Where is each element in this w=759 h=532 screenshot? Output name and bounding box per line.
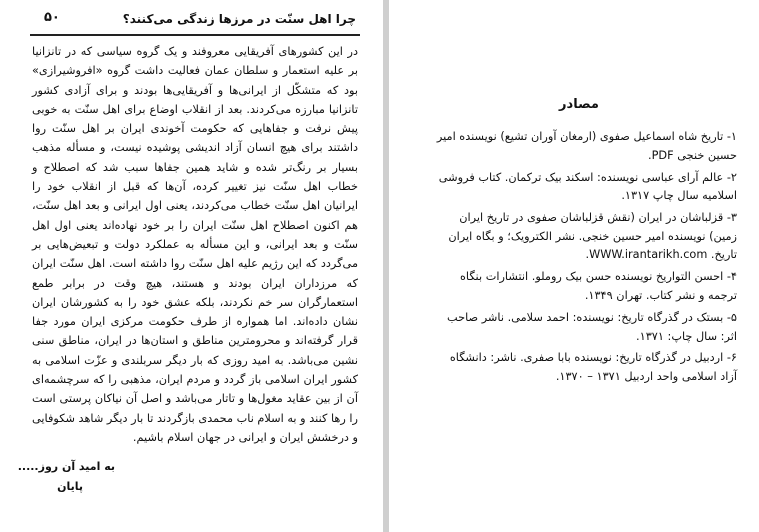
sources-list [433,128,737,390]
source-item: ۳- قزلباشان در ایران (نقش قزلباشان صفوی در تاریخ ایران زمین) نویسنده امیر حسین خنجی. نشر الکترویک؛ و بگاه ایران تاریخ. WWW.irantarikh.com. [448,211,737,262]
page-header [30,12,360,36]
sources-title: مصادر [559,97,599,112]
page-number: ۵۰ [44,10,60,25]
body-paragraph: در این کشورهای آفریقایی معروفند و یک گروه سیاسی که در تانزانیا بر علیه استعمار و سلطان عمان فعالیت داشت گروه «افروشیرازی» بود که متشکّل از ایرانی‌ها و آفریقایی‌ها بودند و برای آزادی کشور تانزانیا مبارزه می‌کردند. بعد از انقلاب اوضاع برای اهل سنّت به خوبی پیش نرفت و جفاهایی که حکومت آخوندی ایران بر اهل سنّت روا داشتند برای هیچ انسان آزاد اندیشی پوشیده نیست، و مسأله مذهب بسیار بر رنگ‌تر شده و شاید همین جفاها سبب شد که اصطلاح و خطاب اهل سنّت نیز تغییر کرده، آن‌ها که قبل از انقلاب خود را ایرانیان اهل سنّت خطاب می‌کردند، یعنی اول ایرانی و بعد اهل سنّت، هم اکنون اصطلاح اهل سنّت ایران را بر خود نهاده‌اند یعنی اول اهل سنّت و بعد ایرانی، و این مسأله به عملکرد دولت و تبعیض‌هایی بر می‌گردد که این رژیم علیه اهل سنّت روا داشته است. اهل سنّت ایران که مرزداران ایران بودند و هستند، هیچ وقت در برابر طمع استعمارگران سر خم نکردند، بلکه عشق خود را به کشورشان ایران نشان داده‌اند. اما همواره از طرف حکومت مرکزی ایران مورد جفا قرار گرفته‌اند و محرومترین مناطق و استان‌ها در ایران، مناطق سنی نشین می‌باشد. به امید روزی که بار دیگر سربلندی و عزّت اسلامی به کشور ایران اسلامی باز گردد و مردم ایران، مذهبی را که سرچشمه‌ای آن از بین عقاید مغول‌ها و تاتار می‌باشد و اصل آن نیاکان پرستی است را رها کنند و به اسلام ناب محمدی بازگردند تا بار دیگر شاهد شکوفایی و درخشش ایران و ایرانی در جهان اسلام باشیم. [32,45,358,444]
running-title: چرا اهل سنّت در مرزها زندگی می‌کنند؟ [122,12,356,26]
source-item: ۱- تاریخ شاه اسماعیل صفوی (ارمغان آوران تشیع) نویسنده امیر حسین خنجی PDF. [436,130,737,162]
body-text [32,42,358,447]
source-item: ۴- احسن التواریخ نویسنده حسن بیک روملو. انتشارات بنگاه ترجمه و نشر کتاب. تهران ۱۳۴۹. [459,270,737,302]
source-item: ۵- بستک در گذرگاه تاریخ: نویسنده: احمد سلامی. ناشر صاحب اثر: سال چاپ: ۱۳۷۱. [447,310,737,343]
source-item: ۶- اردبیل در گذرگاه تاریخ: نویسنده بابا صفری. ناشر: دانشگاه آزاد اسلامی واحد اردبیل ۱۳۷۱ – ۱۳۷۰. [449,351,737,384]
closing-end: پایان [57,480,83,493]
source-item: ۲- عالم آرای عباسی نویسنده: اسکند بیک ترکمان. کتاب فروشی اسلامیه سال چاپ ۱۳۱۷. [438,170,737,203]
left-page [389,0,759,532]
closing-hope: به امید آن روز..... [17,460,115,473]
